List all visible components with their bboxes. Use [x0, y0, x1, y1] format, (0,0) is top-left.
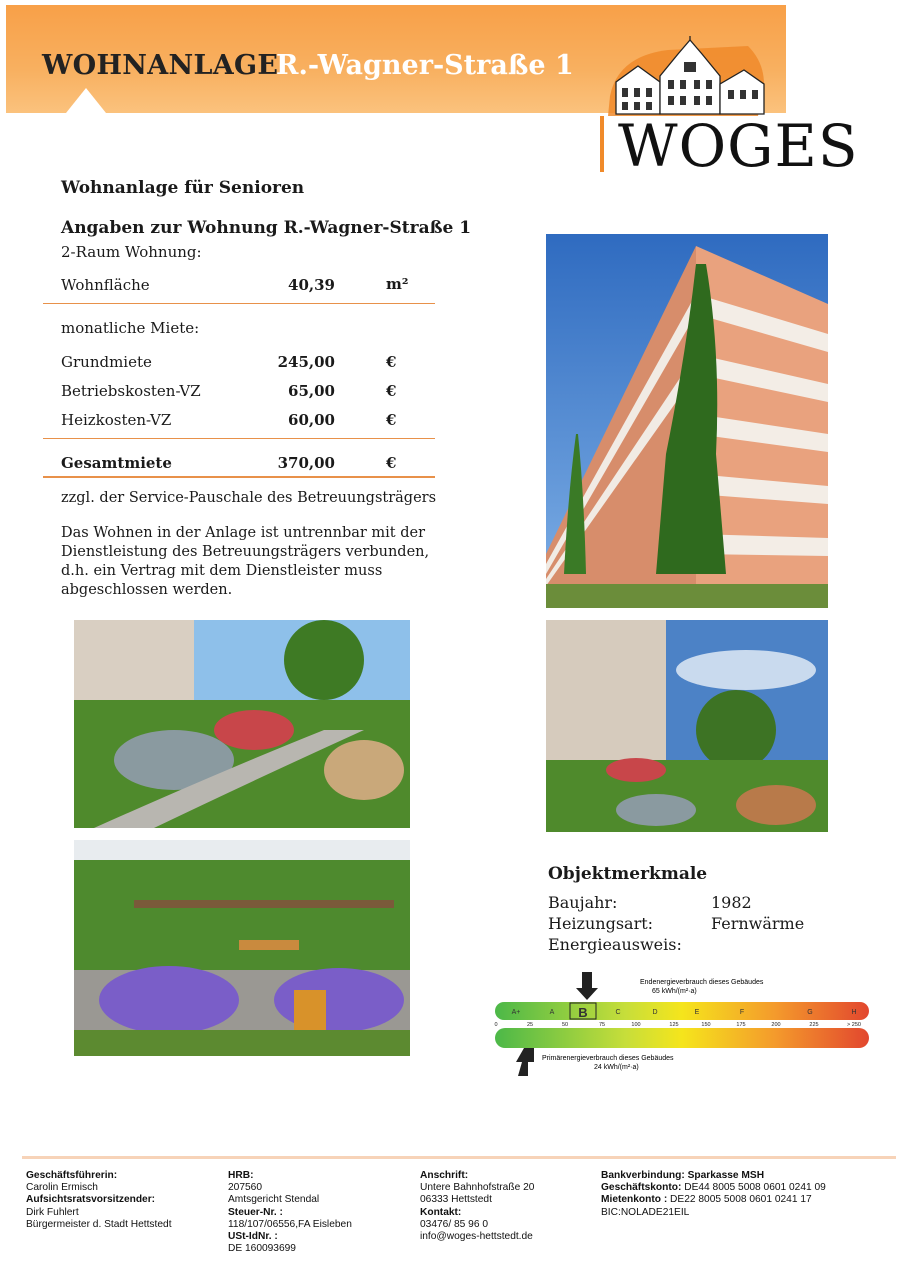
footer-line: Geschäftsführerin:	[26, 1170, 118, 1181]
rent-unit-base: €	[386, 353, 397, 371]
woges-logo-text: WOGES	[618, 112, 859, 180]
energy-label	[492, 970, 874, 1080]
area-label: Wohnfläche	[61, 276, 150, 294]
flat-type: 2-Raum Wohnung:	[61, 243, 202, 261]
garden-photo-1	[74, 620, 410, 828]
feature-value-heating: Fernwärme	[711, 914, 805, 933]
total-unit: €	[386, 454, 397, 472]
footer-registration	[228, 1170, 352, 1255]
energy-scale-tick: 75	[598, 1022, 606, 1028]
energy-end-value: 65 kWh/(m²·a)	[652, 988, 697, 995]
energy-end-arrow	[576, 972, 598, 1000]
footer-line: Untere Bahnhofstraße 20	[420, 1182, 535, 1194]
page-title-street: R.-Wagner-Straße 1	[276, 50, 574, 81]
energy-scale-tick: 100	[631, 1022, 641, 1028]
rent-value-base: 245,00	[277, 353, 335, 371]
feature-label-energy: Energieausweis:	[548, 935, 682, 954]
energy-scale-tick: 0	[494, 1022, 498, 1028]
footer-line: Kontakt:	[420, 1206, 462, 1218]
energy-scale-tick: 200	[771, 1022, 781, 1028]
building-photo	[546, 234, 828, 608]
footer-line: Aufsichtsratsvorsitzender:	[26, 1194, 156, 1206]
footer-line: DE 160093699	[228, 1243, 296, 1255]
footer-line: Geschäftskonto: DE44 8005 5008 0601 0241 09	[601, 1182, 826, 1194]
rent-heading: monatliche Miete:	[61, 319, 200, 337]
energy-class-d: D	[652, 1009, 658, 1016]
energy-primary-arrow	[516, 1048, 534, 1076]
energy-class-f: F	[739, 1009, 745, 1016]
section-heading: Wohnanlage für Senioren	[61, 178, 305, 198]
area-value: 40,39	[288, 276, 335, 294]
service-note: zzgl. der Service-Pauschale des Betreuungsträgers	[61, 490, 437, 506]
service-paragraph: Das Wohnen in der Anlage ist untrennbar mit der Dienstleistung des Betreuungsträgers verbunden, d.h. ein Vertrag mit dem Dienstleister muss abgeschlossen werden.	[61, 525, 430, 598]
energy-class-aplus: A+	[511, 1009, 521, 1016]
footer-management	[26, 1170, 172, 1231]
footer-line: info@woges-hettstedt.de	[420, 1231, 533, 1243]
feature-value-year: 1982	[711, 893, 752, 912]
footer-line: HRB:	[228, 1170, 254, 1181]
footer-line: BIC:NOLADE21EIL	[601, 1206, 690, 1218]
footer-line: Mietenkonto : DE22 8005 5008 0601 0241 17	[601, 1194, 812, 1206]
footer-line: 118/107/06556,FA Eisleben	[228, 1218, 352, 1230]
footer-bank	[601, 1170, 826, 1219]
energy-class-g: G	[807, 1009, 813, 1016]
energy-scale-tick: 50	[561, 1022, 569, 1028]
energy-class-e: E	[694, 1009, 700, 1016]
energy-scale-tick: 25	[526, 1022, 534, 1028]
rent-label-heating: Heizkosten-VZ	[61, 411, 172, 429]
feature-label-year: Baujahr:	[548, 893, 618, 912]
features-heading: Objektmerkmale	[548, 864, 708, 884]
footer-line: USt-IdNr. :	[228, 1231, 278, 1243]
divider	[43, 303, 435, 304]
energy-scale-tick: > 250	[847, 1022, 861, 1028]
page-title: WOHNANLAGE	[42, 50, 279, 81]
footer-line: Bürgermeister d. Stadt Hettstedt	[26, 1218, 172, 1230]
rent-value-heating: 60,00	[288, 411, 335, 429]
footer-line: Steuer-Nr. :	[228, 1206, 283, 1218]
rent-label-base: Grundmiete	[61, 353, 152, 371]
header-notch	[66, 88, 106, 113]
footer-line: Carolin Ermisch	[26, 1182, 98, 1194]
total-label: Gesamtmiete	[61, 454, 172, 472]
energy-class-a: A	[549, 1009, 555, 1016]
rent-unit-heating: €	[386, 411, 397, 429]
energy-scale-tick: 225	[809, 1022, 819, 1028]
energy-class-h: H	[851, 1009, 857, 1016]
energy-primary-value: 24 kWh/(m²·a)	[594, 1064, 639, 1071]
rent-value-operating: 65,00	[288, 382, 335, 400]
garden-photo-3	[74, 840, 410, 1056]
footer-line: 03476/ 85 96 0	[420, 1218, 488, 1230]
energy-scale-tick: 125	[669, 1022, 679, 1028]
total-value: 370,00	[277, 454, 335, 472]
rent-label-operating: Betriebskosten-VZ	[61, 382, 201, 400]
energy-class-c: C	[615, 1009, 621, 1016]
energy-primary-label: Primärenergieverbrauch dieses Gebäudes	[542, 1055, 674, 1062]
flat-heading: Angaben zur Wohnung R.-Wagner-Straße 1	[61, 218, 472, 238]
footer-line: Anschrift:	[420, 1170, 469, 1181]
footer-line: Amtsgericht Stendal	[228, 1194, 320, 1206]
area-unit: m²	[386, 275, 409, 293]
divider	[43, 476, 435, 478]
feature-label-heating: Heizungsart:	[548, 914, 654, 933]
rent-unit-operating: €	[386, 382, 397, 400]
garden-photo-2	[546, 620, 828, 832]
divider	[43, 438, 435, 439]
energy-class-b: B	[578, 1005, 588, 1020]
footer-line: Bankverbindung: Sparkasse MSH	[601, 1170, 765, 1181]
footer-rule	[22, 1156, 896, 1159]
energy-scale-tick: 175	[736, 1022, 746, 1028]
energy-end-label: Endenergieverbrauch dieses Gebäudes	[640, 979, 764, 986]
footer-address	[420, 1170, 534, 1243]
footer-line: Dirk Fuhlert	[26, 1206, 79, 1218]
energy-scale-tick: 150	[701, 1022, 711, 1028]
footer-line: 06333 Hettstedt	[420, 1194, 492, 1206]
footer-line: 207560	[228, 1182, 262, 1194]
